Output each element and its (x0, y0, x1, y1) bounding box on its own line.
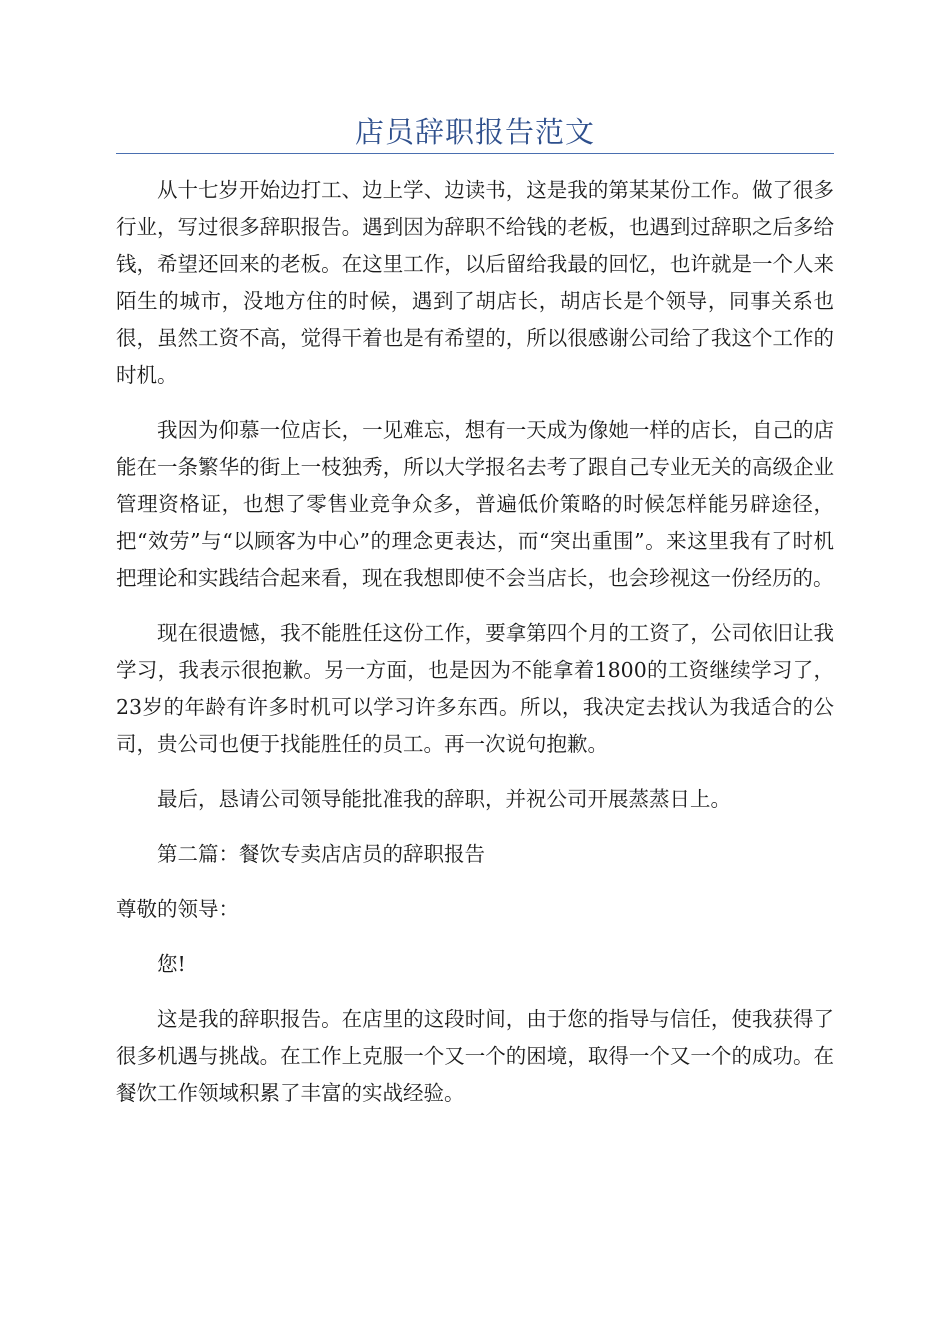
title-underline (116, 153, 834, 154)
paragraph: 最后，恳请公司领导能批准我的辞职，并祝公司开展蒸蒸日上。 (157, 787, 731, 811)
section-heading: 第二篇：餐饮专卖店店员的辞职报告 (157, 842, 485, 866)
paragraph: 我因为仰慕一位店长，一见难忘，想有一天成为像她一样的店长，自己的店能在一条繁华的街上一枝独秀，所以大学报名去考了跟自己专业无关的高级企业管理资格证，也想了零售业竞争众多，普遍低价策略的时候怎样能另辟途径，把“效劳”与“以顾客为中心”的理念更表达，而“突出重围”。来这里我有了时机把理论和实践结合起来看，现在我想即使不会当店长，也会珍视这一份经历的。 (116, 418, 834, 590)
paragraph: 从十七岁开始边打工、边上学、边读书，这是我的第某某份工作。做了很多行业，写过很多辞职报告。遇到因为辞职不给钱的老板，也遇到过辞职之后多给钱，希望还回来的老板。在这里工作，以后留给我最的回忆，也许就是一个人来陌生的城市，没地方住的时候，遇到了胡店长，胡店长是个领导，同事关系也很，虽然工资不高，觉得干着也是有希望的，所以很感谢公司给了我这个工作的时机。 (116, 178, 834, 387)
paragraph: 这是我的辞职报告。在店里的这段时间，由于您的指导与信任，使我获得了很多机遇与挑战。在工作上克服一个又一个的困境，取得一个又一个的成功。在餐饮工作领域积累了丰富的实战经验。 (116, 1007, 834, 1105)
document-title: 店员辞职报告范文 (354, 115, 595, 149)
document-body (116, 172, 834, 1130)
salutation: 尊敬的领导： (116, 897, 239, 921)
paragraph: 现在很遗憾，我不能胜任这份工作，要拿第四个月的工资了，公司依旧让我学习，我表示很抱歉。另一方面，也是因为不能拿着1800的工资继续学习了，23岁的年龄有许多时机可以学习许多东西。所以，我决定去找认为我适合的公司，贵公司也便于找能胜任的员工。再一次说句抱歉。 (116, 621, 834, 756)
greeting: 您! (157, 952, 186, 976)
